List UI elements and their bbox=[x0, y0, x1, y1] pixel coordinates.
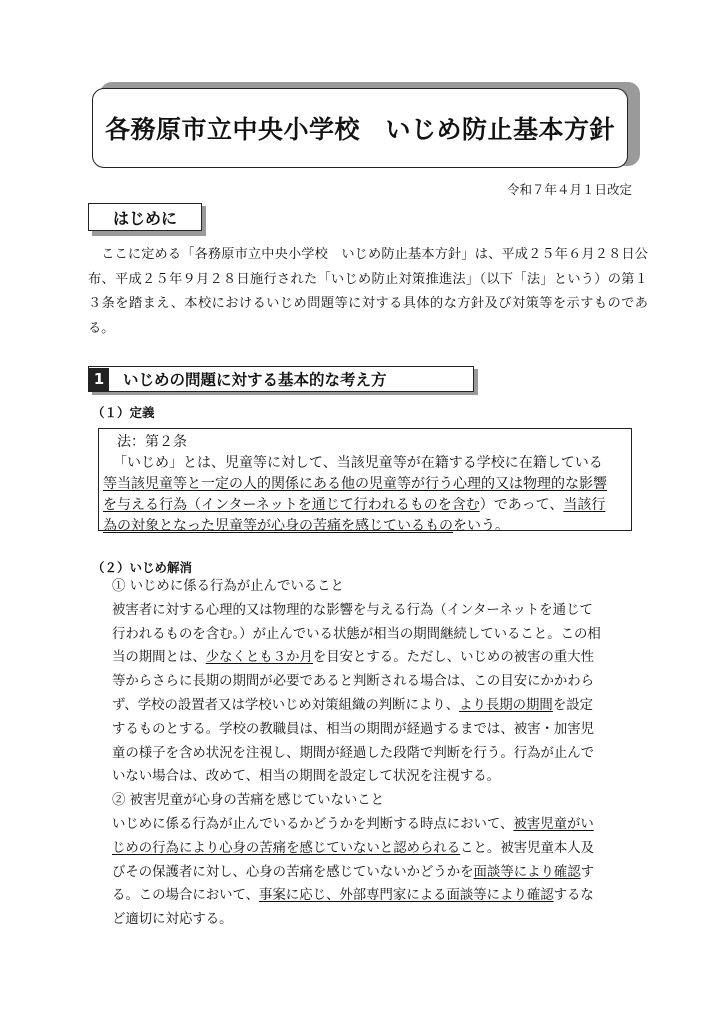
item2-underlined-text: 面談等により確認 bbox=[473, 864, 581, 880]
definition-heading: （１）定義 bbox=[92, 405, 155, 420]
item2-text: す bbox=[580, 864, 595, 880]
definition-text: をいう。 bbox=[453, 518, 509, 534]
resolution-heading: （２）いじめ解消 bbox=[92, 560, 193, 575]
definition-law: 法：第２条 bbox=[117, 434, 187, 450]
item1-line: 行われるものを含む。）が止んでいる状態が相当の期間継続していること。この相 bbox=[112, 626, 601, 642]
item1-line bbox=[112, 646, 601, 670]
item1-title-line bbox=[112, 575, 601, 599]
definition-underlined-text: を与える行為（インターネットを通じて行われるものを含む bbox=[103, 497, 480, 513]
item2-text: びその保護者に対し、心身の苦痛を感じていないかどうかを bbox=[112, 864, 474, 880]
intro-heading: はじめに bbox=[88, 203, 202, 231]
revision-date: 令和７年４月１日改定 bbox=[506, 182, 632, 197]
definition-box bbox=[98, 428, 632, 534]
item2-title: 被害児童が心身の苦痛を感じていないこと bbox=[129, 793, 385, 809]
item1-text: 当の期間とは、 bbox=[112, 650, 206, 666]
item1-text: を設定 bbox=[552, 697, 593, 713]
section1-heading bbox=[88, 366, 474, 392]
item1-line: するものとする。学校の教職員は、相当の期間が経過するまでは、被害・加害児 bbox=[112, 721, 595, 737]
definition-underlined-text: 当該行 bbox=[563, 497, 606, 513]
item2-text: するな bbox=[553, 888, 594, 904]
resolution-item-1 bbox=[112, 575, 601, 932]
item1-line: 等からさらに長期の期間が必要であると判断される場合は、この目安にかかわら bbox=[112, 674, 595, 690]
item2-underlined-text: じめの行為により心身の苦痛を感じていないと認められる bbox=[112, 840, 461, 856]
definition-underlined-text: 為の対象となった児童等が心身の苦痛を感じているもの bbox=[103, 518, 453, 534]
item2-line: ど適切に対応する。 bbox=[112, 912, 233, 928]
definition-text: 「いじめ」とは、児童等に対して、当該児童等が在籍する学校に在籍している bbox=[113, 455, 603, 471]
title-box bbox=[92, 88, 628, 168]
item2-underlined-text: 事案に応じ、外部専門家による面談等により確認 bbox=[259, 888, 554, 904]
item1-text: ず、学校の設置者又は学校いじめ対策組織の判断により、 bbox=[112, 697, 460, 713]
item1-text: を目安とする。ただし、いじめの被害の重大性 bbox=[312, 650, 595, 666]
document-title: 各務原市立中央小学校 いじめ防止基本方針 bbox=[104, 115, 615, 144]
item2-text: こと。被害児童本人及 bbox=[460, 840, 595, 856]
item2-underlined-text: 被害児童がい bbox=[513, 816, 594, 832]
definition-line-2 bbox=[103, 453, 627, 474]
item2-text: る。この場合において、 bbox=[112, 888, 260, 904]
definition-underlined-text: 等当該児童等と一定の人的関係にある他の児童等が行う心理的又は物理的な影響 bbox=[103, 476, 607, 492]
item1-line: いない場合は、改めて、相当の期間を設定して状況を注視する。 bbox=[112, 769, 501, 785]
item1-underlined-text: より長期の期間 bbox=[459, 697, 553, 713]
item1-line bbox=[112, 694, 601, 718]
item1-underlined-text: 少なくとも３か月 bbox=[205, 650, 313, 666]
item1-line: 童の様子を含め状況を注視し、期間が経過した段階で判断を行う。行為が止んで bbox=[112, 745, 595, 761]
intro-paragraph: ここに定める「各務原市立中央小学校 いじめ防止基本方針」は、平成２５年６月２８日公布、平成２５年９月２８日施行された「いじめ防止対策推進法」（以下「法」という）の第１３条を踏まえ、本校におけるいじめ問題等に対する具体的な方針及び対策等を示すものである。 bbox=[88, 247, 648, 336]
item2-line bbox=[112, 837, 601, 861]
definition-line-3 bbox=[103, 474, 627, 495]
section1-number: 1 bbox=[89, 368, 109, 391]
item1-line: 被害者に対する心理的又は物理的な影響を与える行為（インターネットを通じて bbox=[112, 602, 593, 618]
section1-title: いじめの問題に対する基本的な考え方 bbox=[123, 371, 387, 389]
item1-label: ① bbox=[112, 579, 126, 594]
item2-line bbox=[112, 813, 601, 837]
item1-title: いじめに係る行為が止んでいること bbox=[129, 579, 344, 594]
definition-text: ）であって、 bbox=[479, 497, 564, 513]
definition-line-5 bbox=[103, 516, 627, 537]
item2-line bbox=[112, 861, 601, 885]
item2-label: ② bbox=[112, 793, 126, 809]
definition-line-4 bbox=[103, 495, 627, 516]
item2-text: いじめに係る行為が止んでいるかどうかを判断する時点において、 bbox=[112, 816, 514, 832]
item2-title-line bbox=[112, 789, 601, 813]
item2-line bbox=[112, 884, 601, 908]
